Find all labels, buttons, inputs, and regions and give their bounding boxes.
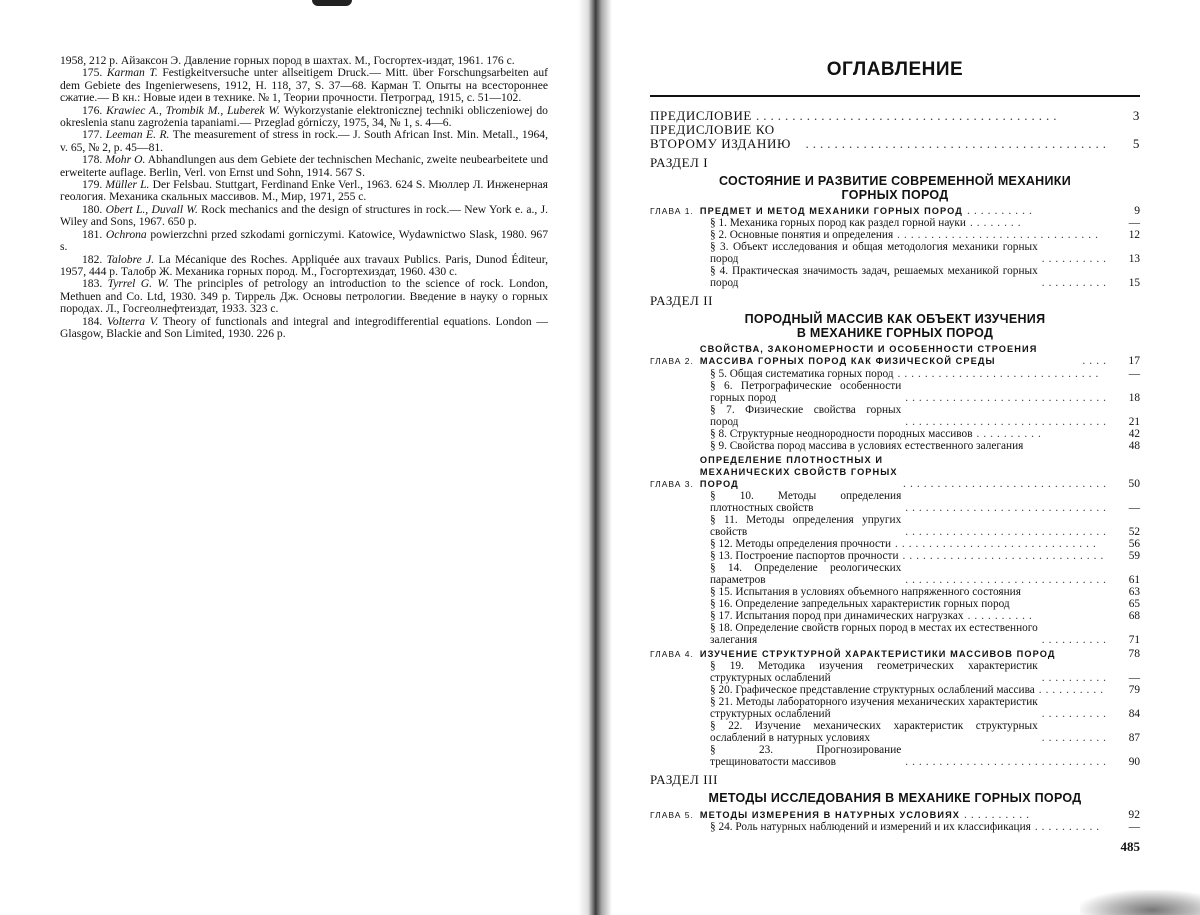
toc-section: § 2. Основные понятия и определения .............................. 12 [710,229,1140,242]
toc-section: § 10. Методы определения плотностных свойств .............................. — [710,490,1140,515]
part-label: РАЗДЕЛ I [650,155,709,170]
toc-section: § 18. Определение свойств горных пород в местах их естественного залегания .......... 71 [710,622,1140,647]
toc-entry-preface: ПРЕДИСЛОВИЕ .......................................... 3 [650,108,1140,123]
toc-chapter: ГЛАВА 1. ПРЕДМЕТ И МЕТОД МЕХАНИКИ ГОРНЫХ ПОРОД .......... 9 [650,204,1140,217]
toc-section: § 14. Определение реологических параметров .............................. 61 [710,562,1140,587]
reference-item: 181. Ochrona powierzchni przed szkodami gorniczymi. Katowice, Wydawnictwo Slask, 1980. 967 s. [60,227,548,254]
toc-section: § 13. Построение паспортов прочности .............................. 59 [710,550,1140,563]
toc-chapter: ГЛАВА 2. СВОЙСТВА, ЗАКОНОМЕРНОСТИ И ОСОБЕННОСТИ СТРОЕНИЯ МАССИВА ГОРНЫХ ПОРОД КАК ФИЗИЧЕСКОЙ СРЕДЫ .... 17 [650,344,1140,368]
toc-title: ОГЛАВЛЕНИЕ [826,59,964,80]
toc-section: § 16. Определение запредельных характеристик горных пород 65 [710,598,1140,611]
reference-item: 176. Krawiec A., Trombik M., Luberek W. Wykorzystanie elektronicznej techniki obliczeniowej do okreslenia stanu zagrożenia tapaniami.— Przeglad górniczy, 1975, 34, № 1, s. 4—6. [60,103,548,130]
reference-item: 182. Talobre J. La Mécanique des Roches. Appliquée aux travaux Publics. Paris, Dunod Éditeur, 1957, 444 p. Талобр Ж. Механика горных пород. М., Госгортехиздат, 1960. 430 с. [60,252,548,278]
left-page-references [60,55,548,340]
part-label: РАЗДЕЛ III [650,772,719,788]
title-rule [650,95,1140,97]
reference-item: 179. Müller L. Der Felsbau. Stuttgart, Ferdinand Enke Verl., 1963. 624 S. Мюллер Л. Инженерная геология. Механика скальных массивов. М., Мир, 1971, 255 с. [60,178,548,204]
reference-item: 183. Tyrrel G. W. The principles of petrology an introduction to the science of rock. London, Methuen and Co. Ltd, 1930. 349 p. Тиррель Дж. Основы петрологии. Введение в науку о горных породах. Л., Госгеолнефтеиздат, 1933. 323 с. [60,277,548,316]
toc-section: § 17. Испытания пород при динамических нагрузках .......... 68 [710,610,1140,623]
toc-section: § 24. Роль натурных наблюдений и измерений и их классификация .......... — [710,821,1140,834]
toc-section: § 8. Структурные неоднородности породных массивов .......... 42 [710,427,1140,440]
toc-section: § 4. Практическая значимость задач, решаемых механикой горных пород .......... 15 [710,265,1140,290]
toc-section: § 3. Объект исследования и общая методология механики горных пород .......... 13 [710,241,1140,266]
reference-item: 177. Leeman E. R. The measurement of stress in rock.— J. South African Inst. Min. Metall., 1964, v. 65, № 2, p. 45—81. [60,128,548,154]
part-title: СОСТОЯНИЕ И РАЗВИТИЕ СОВРЕМЕННОЙ МЕХАНИКИ ГОРНЫХ ПОРОД [718,174,1071,202]
part-title: МЕТОДЫ ИССЛЕДОВАНИЯ В МЕХАНИКЕ ГОРНЫХ ПОРОД [708,791,1082,806]
part-title: ПОРОДНЫЙ МАССИВ КАК ОБЪЕКТ ИЗУЧЕНИЯ В МЕХАНИКЕ ГОРНЫХ ПОРОД [744,312,1046,340]
toc-section: § 19. Методика изучения геометрических характеристик структурных ослаблений .......... — [710,660,1140,685]
toc-section: § 7. Физические свойства горных пород .............................. 21 [710,403,1140,428]
toc-chapter: ГЛАВА 5. МЕТОДЫ ИЗМЕРЕНИЯ В НАТУРНЫХ УСЛОВИЯХ .......... 92 [650,807,1140,821]
toc-section: § 20. Графическое представление структурных ослаблений массива .......... 79 [710,684,1140,697]
reference-item: 180. Obert L., Duvall W. Rock mechanics and the design of structures in rock.— New York e. a., J. Wiley and Sons, 1967. 650 p. [60,202,549,229]
toc-section: § 12. Методы определения прочности .............................. 56 [710,538,1140,551]
toc-section: § 5. Общая систематика горных пород .............................. — [710,367,1140,380]
part-label: РАЗДЕЛ II [650,293,714,309]
toc-section: § 9. Свойства пород массива в условиях естественного залегания 48 [710,439,1140,452]
right-page-toc [650,55,1140,855]
toc-section: § 1. Механика горных пород как раздел горной науки ........ — [710,217,1140,230]
toc-section: § 11. Методы определения упругих свойств .............................. 52 [710,514,1140,539]
toc-section: § 23. Прогнозирование трещиноватости массивов .............................. 90 [710,744,1140,769]
scan-artifact [312,0,352,6]
scan-smudge [1080,890,1200,915]
toc-entry-preface-second: ПРЕДИСЛОВИЕ КО ВТОРОМУ ИЗДАНИЮ .......................................... 5 [650,122,1140,151]
toc-section: § 15. Испытания в условиях объемного напряженного состояния 63 [710,586,1140,599]
reference-item: 184. Volterra V. Theory of functionals and integral and integrodifferential equations. London — Glasgow, Blackie and Son Limited, 1930. 226 p. [60,314,548,340]
toc-section: § 6. Петрографические особенности горных пород .............................. 18 [710,379,1140,404]
toc-section: § 22. Изучение механических характеристик структурных ослаблений в натурных условиях .......... 87 [710,720,1140,745]
reference-item: 175. Karman T. Festigkeitversuche unter allseitigem Druck.— Mitt. über Forschungsarbeiten auf dem Gebiete des Ingenierwesens, 1912, H. 118, 37, S. 37—68. Карман Т. Опыты на всестороннее сжатие.— В кн.: Новые идеи в технике. № 1, Теории прочности. Петроград, 1915, с. 51—102. [60,66,548,105]
toc-chapter: ГЛАВА 3. ОПРЕДЕЛЕНИЕ ПЛОТНОСТНЫХ И МЕХАНИЧЕСКИХ СВОЙСТВ ГОРНЫХ ПОРОД .............................. 50 [650,454,1140,491]
book-gutter [578,0,612,915]
reference-item: 1958, 212 р. Айзаксон Э. Давление горных пород в шахтах. М., Госгортех-издат, 1961. 176 с. [60,54,515,67]
reference-item: 178. Mohr O. Abhandlungen aus dem Gebiete der technischen Mechanic, zweite neubearbeitete und erweiterte auflage. Berlin, Verl. von Ernst und Sohn, 1914. 567 S. [60,153,548,179]
toc-section: § 21. Методы лабораторного изучения механических характеристик структурных ослаблений .......... 84 [710,696,1140,721]
toc-chapter: ГЛАВА 4. ИЗУЧЕНИЕ СТРУКТУРНОЙ ХАРАКТЕРИСТИКИ МАССИВОВ ПОРОД 78 [650,647,1140,661]
page-number: 485 [1120,839,1140,855]
